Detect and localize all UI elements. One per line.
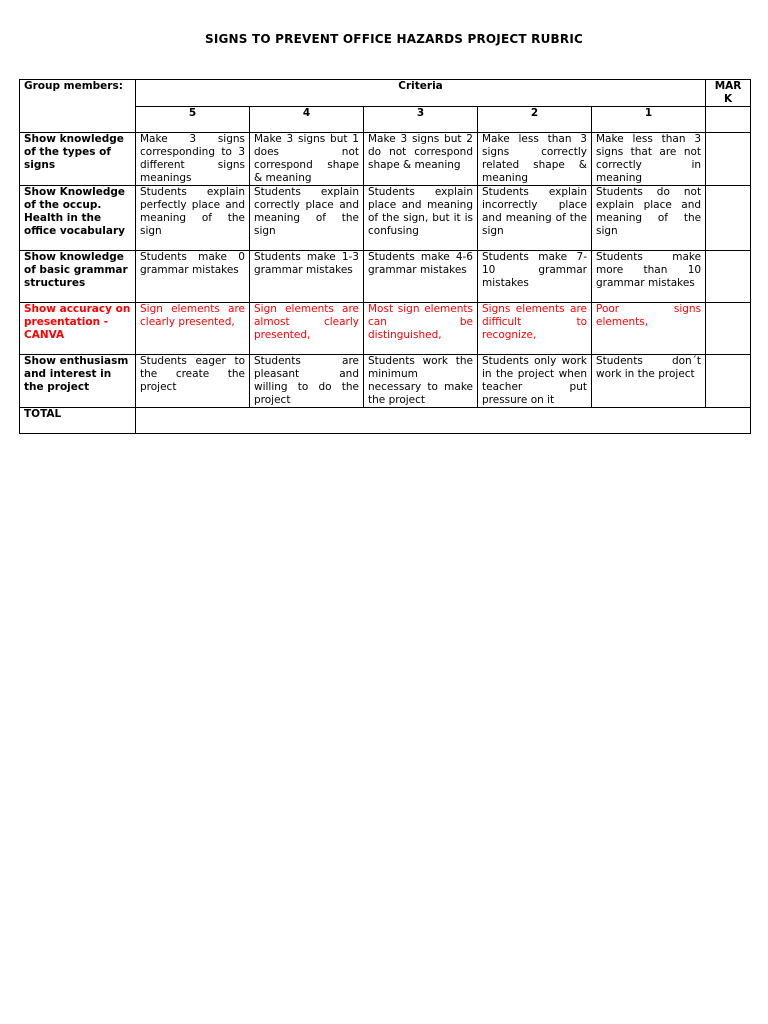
total-row: [20, 408, 751, 434]
descriptor-cell: Students explain correctly place and meaning of the sign: [250, 186, 364, 251]
descriptor-cell: Make less than 3 signs that are not correctly in meaning: [592, 133, 706, 186]
descriptor-cell: Most sign elements can be distinguished,: [364, 303, 478, 355]
table-row: [20, 186, 751, 251]
total-label: TOTAL: [20, 408, 136, 434]
criterion-label: Show knowledge of the types of signs: [20, 133, 136, 186]
descriptor-cell: Students do not explain place and meaning of the sign: [592, 186, 706, 251]
mark-cell-header: [706, 107, 751, 133]
table-row: [20, 251, 751, 303]
descriptor-cell: Students make 1-3 grammar mistakes: [250, 251, 364, 303]
mark-header: MAR K: [706, 80, 751, 107]
mark-cell: [706, 133, 751, 186]
descriptor-cell: Students are pleasant and willing to do the project: [250, 355, 364, 408]
descriptor-cell: Students make 7-10 grammar mistakes: [478, 251, 592, 303]
table-header-row: [20, 80, 751, 107]
descriptor-cell: Students explain perfectly place and meaning of the sign: [136, 186, 250, 251]
score-header-3: 3: [364, 107, 478, 133]
rubric-table: [19, 79, 751, 434]
table-row: [20, 355, 751, 408]
descriptor-cell: Students explain incorrectly place and meaning of the sign: [478, 186, 592, 251]
total-value-cell: [136, 408, 751, 434]
criterion-label: Show enthusiasm and interest in the project: [20, 355, 136, 408]
descriptor-cell: Students eager to the create the project: [136, 355, 250, 408]
mark-cell: [706, 186, 751, 251]
descriptor-cell: Poor signs elements,: [592, 303, 706, 355]
descriptor-cell: Make 3 signs but 2 do not correspond shape & meaning: [364, 133, 478, 186]
criterion-label: Show accuracy on presentation - CANVA: [20, 303, 136, 355]
mark-cell: [706, 251, 751, 303]
descriptor-cell: Sign elements are almost clearly presented,: [250, 303, 364, 355]
descriptor-cell: Students make 4-6 grammar mistakes: [364, 251, 478, 303]
descriptor-cell: Students don´t work in the project: [592, 355, 706, 408]
descriptor-cell: Sign elements are clearly presented,: [136, 303, 250, 355]
group-members-header: Group members:: [20, 80, 136, 133]
descriptor-cell: Students work the minimum necessary to make the project: [364, 355, 478, 408]
page-title: SIGNS TO PREVENT OFFICE HAZARDS PROJECT RUBRIC: [204, 32, 583, 46]
mark-cell: [706, 355, 751, 408]
score-header-2: 2: [478, 107, 592, 133]
score-header-5: 5: [136, 107, 250, 133]
descriptor-cell: Students only work in the project when teacher put pressure on it: [478, 355, 592, 408]
criterion-label: Show knowledge of basic grammar structures: [20, 251, 136, 303]
score-header-4: 4: [250, 107, 364, 133]
descriptor-cell: Students make more than 10 grammar mistakes: [592, 251, 706, 303]
descriptor-cell: Make 3 signs corresponding to 3 different signs meanings: [136, 133, 250, 186]
score-header-1: 1: [592, 107, 706, 133]
descriptor-cell: Make 3 signs but 1 does not correspond shape & meaning: [250, 133, 364, 186]
mark-cell: [706, 303, 751, 355]
descriptor-cell: Signs elements are difficult to recognize,: [478, 303, 592, 355]
descriptor-cell: Students explain place and meaning of the sign, but it is confusing: [364, 186, 478, 251]
criterion-label: Show Knowledge of the occup. Health in the office vocabulary: [20, 186, 136, 251]
table-row-highlighted: [20, 303, 751, 355]
criteria-header: Criteria: [136, 80, 706, 107]
descriptor-cell: Make less than 3 signs correctly related shape & meaning: [478, 133, 592, 186]
descriptor-cell: Students make 0 grammar mistakes: [136, 251, 250, 303]
table-row: [20, 133, 751, 186]
